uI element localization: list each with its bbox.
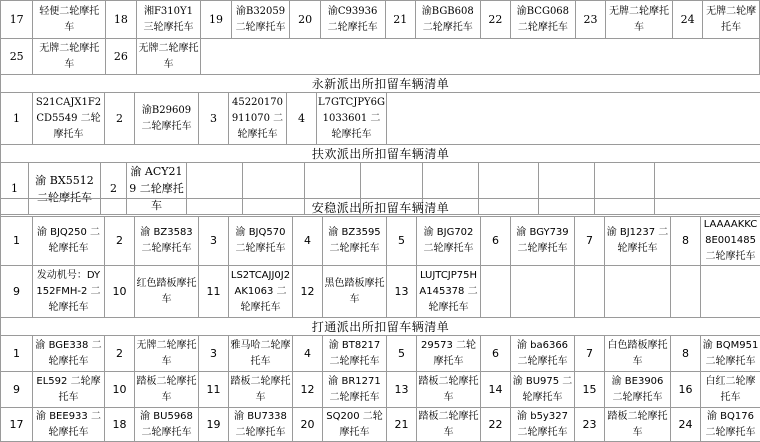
row-number: 19 (201, 1, 231, 39)
vehicle-cell: LUJTCJP75HA145378 二轮摩托车 (417, 266, 481, 318)
row-number: 3 (199, 93, 229, 145)
vehicle-cell: 渝 BZ3583 二轮摩托车 (135, 217, 199, 266)
row-number: 5 (387, 217, 417, 266)
vehicle-cell: 无牌二轮摩托车 (135, 336, 199, 372)
vehicle-cell: 渝BCG068 二轮摩托车 (511, 1, 576, 39)
vehicle-cell: 无牌二轮摩托车 (606, 1, 673, 39)
yongxin-table (0, 74, 760, 145)
vehicle-cell: 红色踏板摩托车 (135, 266, 199, 318)
empty-cell (387, 93, 760, 145)
row-number: 16 (671, 372, 701, 408)
row-number: 8 (671, 217, 701, 266)
vehicle-cell: 发动机号：DY152FMH-2 二轮摩托车 (33, 266, 105, 318)
row-number: 13 (387, 266, 417, 318)
row-number: 20 (293, 408, 323, 442)
vehicle-cell: 渝B32059 二轮摩托车 (231, 1, 290, 39)
table-row (1, 336, 760, 372)
vehicle-cell: 踏板二轮摩托车 (417, 408, 481, 442)
row-number: 18 (105, 408, 135, 442)
table-row (1, 75, 760, 93)
row-number: 4 (293, 336, 323, 372)
vehicle-cell: S21CAJX1F2CD5549 二轮摩托车 (33, 93, 105, 145)
vehicle-cell: 渝 ba6366 二轮摩托车 (511, 336, 575, 372)
vehicle-cell: 渝 BJQ250 二轮摩托车 (33, 217, 105, 266)
row-number: 23 (575, 1, 605, 39)
section-title-anwen: 安稳派出所扣留车辆清单 (1, 199, 760, 217)
vehicle-cell: 轻便二轮摩托车 (33, 1, 106, 39)
row-number: 2 (105, 217, 135, 266)
row-number: 8 (671, 336, 701, 372)
row-number: 24 (671, 408, 701, 442)
row-number: 14 (481, 372, 511, 408)
vehicle-cell: 渝 BU5968 二轮摩托车 (135, 408, 199, 442)
row-number: 4 (293, 217, 323, 266)
table-row (1, 145, 760, 163)
row-number: 2 (101, 163, 127, 215)
vehicle-cell: L7GTCJPY6G1033601 二轮摩托车 (317, 93, 387, 145)
vehicle-cell: 踏板二轮摩托车 (135, 372, 199, 408)
table-row (1, 1, 760, 39)
vehicle-cell: 渝 BJQ570 二轮摩托车 (229, 217, 293, 266)
table-row (1, 93, 760, 145)
vehicle-cell: 渝 BU7338 二轮摩托车 (229, 408, 293, 442)
vehicle-cell: EL592 二轮摩托车 (33, 372, 105, 408)
vehicle-cell: 渝 b5y327 二轮摩托车 (511, 408, 575, 442)
row-number: 22 (480, 1, 510, 39)
vehicle-cell: 无牌二轮摩托车 (703, 1, 760, 39)
table-row (1, 199, 760, 217)
continuation-table (0, 0, 760, 75)
vehicle-cell: LS2TCAJJ0J2AK1063 二轮摩托车 (229, 266, 293, 318)
vehicle-cell: 渝 BQM951 二轮摩托车 (701, 336, 760, 372)
row-number: 12 (293, 266, 323, 318)
vehicle-cell: SQ200 二轮摩托车 (323, 408, 387, 442)
section-title-datong: 打通派出所扣留车辆清单 (1, 318, 760, 336)
row-number: 25 (1, 39, 33, 75)
row-number: 3 (199, 336, 229, 372)
vehicle-cell: 45220170911070 二轮摩托车 (229, 93, 287, 145)
row-number: 1 (1, 93, 33, 145)
vehicle-cell: 渝 BEE933 二轮摩托车 (33, 408, 105, 442)
table-row (1, 372, 760, 408)
row-number: 11 (199, 266, 229, 318)
row-number: 26 (106, 39, 136, 75)
vehicle-cell: 黑色踏板摩托车 (323, 266, 387, 318)
vehicle-cell: 渝 BT8217 二轮摩托车 (323, 336, 387, 372)
vehicle-cell: 渝 BGY739 二轮摩托车 (511, 217, 575, 266)
row-number: 21 (385, 1, 415, 39)
row-number: 13 (387, 372, 417, 408)
vehicle-cell: 渝C93936 二轮摩托车 (320, 1, 385, 39)
vehicle-cell: 渝 BZ3595 二轮摩托车 (323, 217, 387, 266)
empty-cell (575, 266, 605, 318)
row-number: 20 (290, 1, 320, 39)
row-number: 17 (1, 408, 33, 442)
vehicle-cell: 踏板二轮摩托车 (605, 408, 671, 442)
vehicle-cell: 无牌二轮摩托车 (33, 39, 106, 75)
row-number: 7 (575, 217, 605, 266)
row-number: 22 (481, 408, 511, 442)
row-number: 19 (199, 408, 229, 442)
empty-cell (201, 39, 760, 75)
vehicle-cell: 渝BGB608 二轮摩托车 (415, 1, 480, 39)
row-number: 15 (575, 372, 605, 408)
row-number: 18 (106, 1, 136, 39)
row-number: 10 (105, 266, 135, 318)
vehicle-cell: 渝 BGE338 二轮摩托车 (33, 336, 105, 372)
vehicle-cell: 渝 ACY219 二轮摩托车 (127, 163, 187, 215)
vehicle-cell: 渝 BR1271 二轮摩托车 (323, 372, 387, 408)
vehicle-cell: 无牌二轮摩托车 (136, 39, 201, 75)
row-number: 21 (387, 408, 417, 442)
vehicle-cell: 渝 BQ176 二轮摩托车 (701, 408, 760, 442)
vehicle-cell: 白红二轮摩托车 (701, 372, 760, 408)
row-number: 6 (481, 217, 511, 266)
section-title-fuhuan: 扶欢派出所扣留车辆清单 (1, 145, 760, 163)
vehicle-cell: 渝 BU975 二轮摩托车 (511, 372, 575, 408)
vehicle-cell: 渝 BX5512 二轮摩托车 (29, 163, 101, 215)
row-number: 1 (1, 336, 33, 372)
table-row (1, 39, 760, 75)
vehicle-cell: 渝 BJG702 二轮摩托车 (417, 217, 481, 266)
row-number: 7 (575, 336, 605, 372)
vehicle-cell: 雅马哈二轮摩托车 (229, 336, 293, 372)
empty-cell (481, 266, 511, 318)
empty-cell (701, 266, 760, 318)
vehicle-cell: 湘F310Y1 三轮摩托车 (136, 1, 201, 39)
row-number: 6 (481, 336, 511, 372)
row-number: 2 (105, 336, 135, 372)
vehicle-cell: 踏板二轮摩托车 (229, 372, 293, 408)
row-number: 12 (293, 372, 323, 408)
empty-cell (671, 266, 701, 318)
empty-cell (511, 266, 575, 318)
row-number: 23 (575, 408, 605, 442)
row-number: 3 (199, 217, 229, 266)
vehicle-cell: 白色踏板摩托车 (605, 336, 671, 372)
vehicle-cell: 渝 BJ1237 二轮摩托车 (605, 217, 671, 266)
table-row (1, 266, 760, 318)
row-number: 17 (1, 1, 33, 39)
vehicle-cell: 渝B29609 二轮摩托车 (135, 93, 199, 145)
row-number: 1 (1, 163, 29, 215)
table-row (1, 318, 760, 336)
row-number: 24 (672, 1, 702, 39)
row-number: 4 (287, 93, 317, 145)
section-title-yongxin: 永新派出所扣留车辆清单 (1, 75, 760, 93)
vehicle-cell: 渝 BE3906 二轮摩托车 (605, 372, 671, 408)
vehicle-cell: 踏板二轮摩托车 (417, 372, 481, 408)
vehicle-cell: 29573 二轮摩托车 (417, 336, 481, 372)
anwen-datong-table (0, 198, 760, 442)
table-row (1, 217, 760, 266)
empty-cell (605, 266, 671, 318)
row-number: 9 (1, 372, 33, 408)
row-number: 10 (105, 372, 135, 408)
row-number: 2 (105, 93, 135, 145)
vehicle-cell: LAAAAKKC8E001485 二轮摩托车 (701, 217, 760, 266)
row-number: 9 (1, 266, 33, 318)
row-number: 1 (1, 217, 33, 266)
row-number: 11 (199, 372, 229, 408)
row-number: 5 (387, 336, 417, 372)
table-row (1, 408, 760, 442)
